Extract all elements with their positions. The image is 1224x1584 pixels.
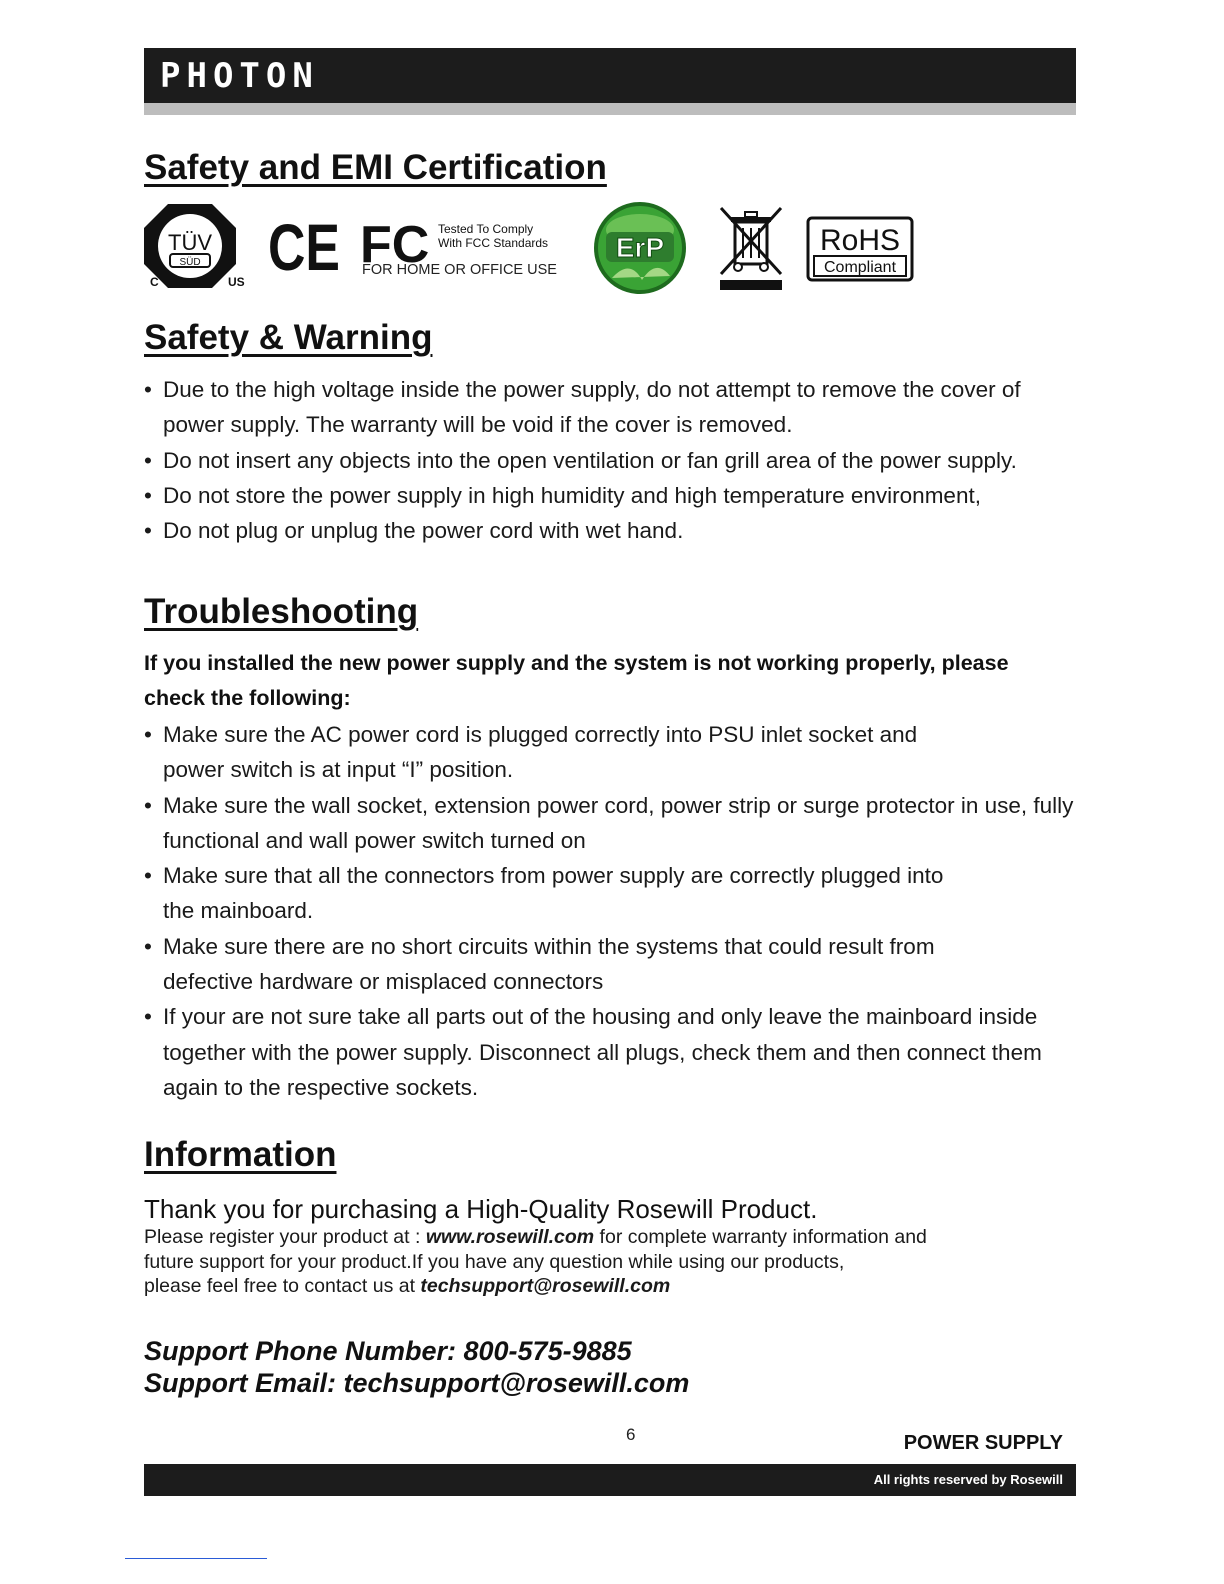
crossed-out-bin-icon: [718, 204, 784, 292]
ce-mark-icon: [268, 210, 342, 284]
footer-underline: [125, 1558, 267, 1559]
info-line3-pre: please feel free to contact us at: [144, 1275, 421, 1297]
list-item: • Do not store the power supply in high humidity and high temperature environment,: [144, 478, 1094, 513]
support-email: Support Email: techsupport@rosewill.com: [144, 1368, 690, 1398]
info-body: [144, 1225, 1044, 1299]
footer-product-label: POWER SUPPLY: [903, 1432, 1063, 1454]
fcc-line1: Tested To Comply: [438, 222, 534, 236]
rohs-icon: [806, 216, 914, 282]
fcc-logo-text: FC: [360, 216, 430, 274]
info-line-1: [144, 1225, 1044, 1250]
logo-text: PHOTON: [160, 56, 319, 96]
info-line1-pre: Please register your product at :: [144, 1226, 426, 1248]
erp-icon: [590, 200, 690, 296]
photon-logo: [160, 52, 319, 100]
troubleshooting-intro: If you installed the new power supply and the system is not working properly, please check the following:: [144, 651, 1009, 711]
troubleshooting-list: [144, 717, 1094, 1105]
tuv-us-mark: US: [228, 275, 245, 289]
website-link[interactable]: www.rosewill.com: [425, 1226, 595, 1248]
list-item: • Make sure that all the connectors from power supply are correctly plugged into the mainboard.: [144, 858, 953, 929]
list-item: • Do not plug or unplug the power cord with wet hand.: [144, 513, 1094, 548]
page-number: 6: [626, 1425, 636, 1444]
fcc-line2: With FCC Standards: [438, 236, 549, 250]
support-phone: Support Phone Number: 800-575-9885: [144, 1336, 632, 1366]
list-item: • Make sure the AC power cord is plugged correctly into PSU inlet socket and power switch is at input “I” position.: [144, 717, 973, 788]
list-item: • If your are not sure take all parts out of the housing and only leave the mainboard inside together with the power supply. Disconnect all plugs, check them and then connect them again to the respective sockets.: [144, 999, 1043, 1105]
erp-text: ErP: [615, 232, 665, 263]
tuv-c-mark: C: [150, 275, 159, 289]
ce-text: CE: [268, 210, 340, 284]
rohs-title: RoHS: [819, 224, 901, 257]
info-line-3: [144, 1274, 1044, 1299]
header-underline: [144, 103, 1076, 115]
heading-information: Information: [144, 1135, 337, 1174]
fcc-line3: FOR HOME OR OFFICE USE: [362, 262, 557, 278]
list-item: • Make sure the wall socket, extension power cord, power strip or surge protector in use, fully functional and wall power switch turned on: [144, 788, 1093, 859]
heading-safety-warning: Safety & Warning: [144, 318, 433, 357]
info-line-2: future support for your product.If you have any question while using our products,: [144, 1250, 845, 1273]
warning-list: [144, 372, 1094, 548]
list-item: • Due to the high voltage inside the power supply, do not attempt to remove the cover of power supply. The warranty will be void if the cover is removed.: [144, 372, 1063, 443]
list-item: • Do not insert any objects into the open ventilation or fan grill area of the power supply.: [144, 443, 1094, 478]
heading-safety-emi: Safety and EMI Certification: [144, 148, 607, 187]
tuv-sud-icon: [144, 198, 254, 294]
footer-rights: All rights reserved by Rosewill: [873, 1472, 1063, 1487]
contact-email-link[interactable]: techsupport@rosewill.com: [420, 1275, 671, 1297]
list-item: • Make sure there are no short circuits within the systems that could result from defective hardware or misplaced connectors: [144, 929, 1003, 1000]
heading-troubleshooting: Troubleshooting: [144, 592, 419, 631]
info-thanks: Thank you for purchasing a High-Quality Rosewill Product.: [144, 1194, 818, 1224]
info-line1-post: for complete warranty information and: [594, 1226, 927, 1248]
fcc-logo-icon: [360, 214, 570, 284]
rohs-subtitle: Compliant: [823, 259, 897, 276]
tuv-bottom-text: SÜD: [179, 257, 201, 268]
tuv-top-text: TÜV: [168, 230, 212, 255]
certification-logos: [144, 198, 924, 294]
